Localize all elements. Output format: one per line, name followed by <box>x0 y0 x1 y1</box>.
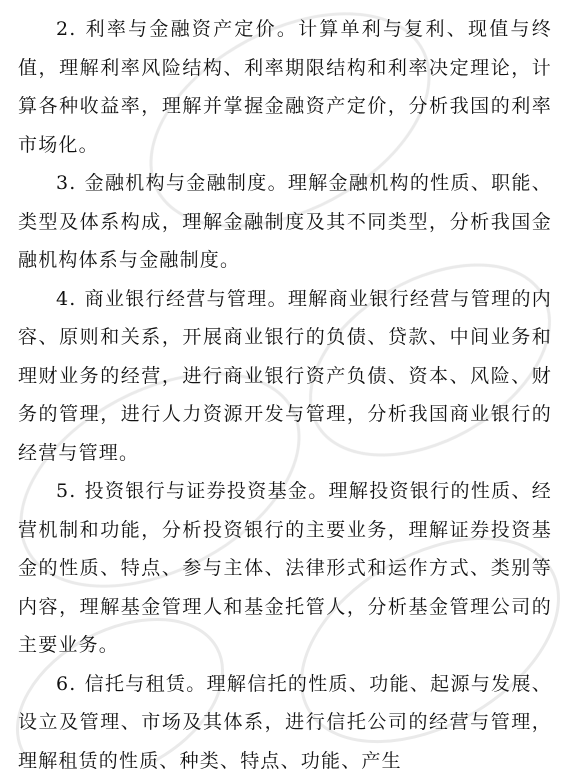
paragraph-number: 2. <box>56 18 77 40</box>
paragraph-2 <box>18 10 552 164</box>
paragraph-text: 商业银行经营与管理。理解商业银行经营与管理的内容、原则和关系，开展商业银行的负债、贷款、中间业务和理财业务的经营，进行商业银行资产负债、资本、风险、财务的管理，进行人力资源开发与管理，分析我国商业银行的经营与管理。 <box>18 288 552 464</box>
paragraph-5 <box>18 472 552 665</box>
paragraph-3 <box>18 164 552 280</box>
paragraph-4 <box>18 280 552 473</box>
paragraph-6 <box>18 665 552 780</box>
paragraph-number: 4. <box>56 288 77 310</box>
paragraph-number: 6. <box>56 673 77 695</box>
paragraph-text: 金融机构与金融制度。理解金融机构的性质、职能、类型及体系构成，理解金融制度及其不同类型，分析我国金融机构体系与金融制度。 <box>18 172 552 271</box>
paragraph-number: 5. <box>56 480 77 502</box>
paragraph-number: 3. <box>56 172 77 194</box>
paragraph-text: 投资银行与证券投资基金。理解投资银行的性质、经营机制和功能，分析投资银行的主要业务，理解证券投资基金的性质、特点、参与主体、法律形式和运作方式、类别等内容，理解基金管理人和基金托管人，分析基金管理公司的主要业务。 <box>18 480 552 656</box>
paragraph-text: 利率与金融资产定价。计算单利与复利、现值与终值，理解利率风险结构、利率期限结构和利率决定理论，计算各种收益率，理解并掌握金融资产定价，分析我国的利率市场化。 <box>18 18 552 156</box>
paragraph-text: 信托与租赁。理解信托的性质、功能、起源与发展、设立及管理、市场及其体系，进行信托公司的经营与管理，理解租赁的性质、种类、特点、功能、产生 <box>18 673 552 772</box>
